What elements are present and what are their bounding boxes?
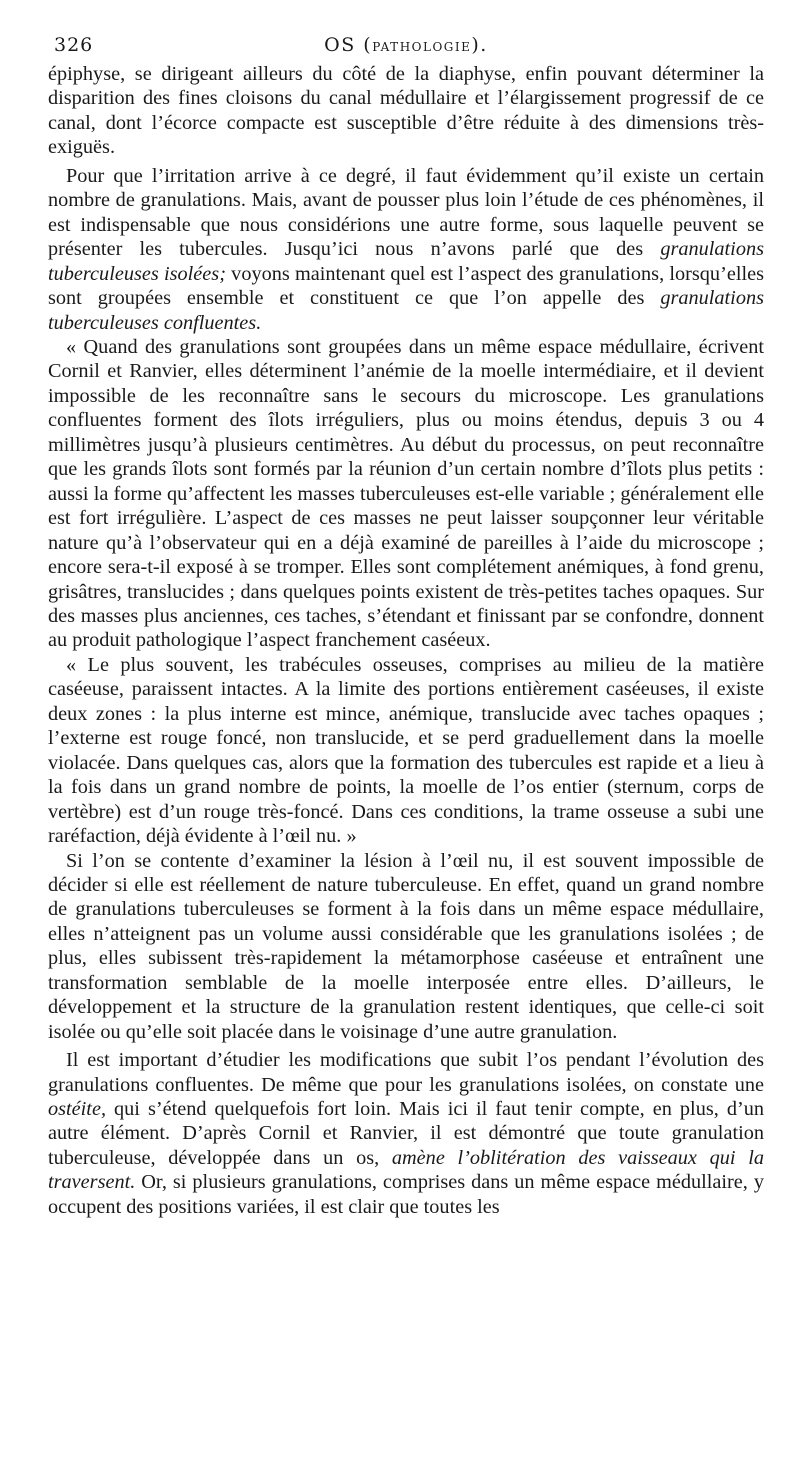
paragraph-quote-cornil-ranvier (48, 335, 764, 653)
paragraph-text: Si l’on se contente d’examiner la lésion à l’œil nu, il est souvent impossible de décider si elle est réellement de nature tuberculeuse. En effet, quand un grand nombre de granulations tuberculeuses se forment à la fois dans un même espace médullaire, elles n’atteignent pas un volume aussi considérable que les granulations isolées ; de plus, elles subissent très-rapidement la métamorphose caséeuse et entraînent une transformation semblable de la moelle interposée entre elles. D’ailleurs, le développement et la structure de la granulation restent identiques, que celle-ci soit isolée ou qu’elle soit placée dans le voisinage d’une autre granulation. (48, 849, 764, 1043)
running-title-paren-close: ). (471, 34, 488, 56)
paragraph-text: voyons maintenant quel est l’aspect des granulations, lorsqu’elles sont groupées ensemble et constituent ce que l’on appelle des (48, 262, 764, 310)
page-number: 326 (54, 34, 94, 56)
page-header (48, 28, 764, 62)
paragraph-text: « Le plus souvent, les trabécules osseuses, comprises au milieu de la matière caséeuse, paraissent intactes. A la limite des portions entièrement caséeuses, il existe deux zones : la plus interne est mince, anémique, translucide avec taches opaques ; l’externe est rouge foncé, non translucide, et se perd graduellement dans la moelle violacée. Dans quelques cas, alors que la formation des tubercules est rapide et a lieu à la fois dans un grand nombre de points, la moelle de l’os entier (sternum, corps de vertèbre) est d’un rouge très-foncé. Dans ces conditions, la trame osseuse a subi une raréfaction, déjà évidente à l’œil nu. » (48, 653, 764, 848)
running-title-main: OS (324, 34, 356, 56)
paragraph-text: Il est important d’étudier les modifications que subit l’os pendant l’évolution des granulations confluentes. De même que pour les granulations isolées, on constate une (48, 1049, 764, 1096)
paragraph-evolution (48, 1048, 764, 1219)
italic-phrase: granulations tuberculeuses confluentes. (48, 287, 764, 334)
italic-phrase: granulations tuberculeuses isolées; (48, 238, 764, 285)
paragraph-text: Or, si plusieurs granulations, comprises dans un même espace médullaire, y occupent des positions variées, il est clair que toutes les (48, 1171, 764, 1218)
paragraph-oeil-nu (48, 849, 764, 1045)
paragraph-text: épiphyse, se dirigeant ailleurs du côté de la diaphyse, enfin pouvant déterminer la disparition des fines cloisons du canal médullaire et l’élargissement progressif de ce canal, dont l’écorce compacte est susceptible d’être réduite à des dimensions très-exiguës. (48, 63, 764, 159)
paragraph-text: « Quand des granulations sont groupées dans un même espace médullaire, écrivent Cornil et Ranvier, elles déterminent l’anémie de la moelle intermédiaire, et il devient impossible de les reconnaître sans le secours du microscope. Les granulations confluentes forment des îlots irréguliers, plus ou moins étendus, depuis 3 ou 4 millimètres jusqu’à plusieurs centimètres. Au début du processus, on peut reconnaître que les grands îlots sont formés par la réunion d’un certain nombre d’îlots plus petits : aussi la forme qu’affectent les masses tuberculeuses est-elle variable ; généralement elle est fort irrégulière. L’aspect de ces masses ne peut laisser soupçonner leur véritable nature qu’à l’observateur qui en a déjà examiné de pareilles à l’aide du microscope ; encore sera-t-il exposé à se tromper. Elles sont complétement anémiques, à fond grenu, grisâtres, translucides ; dans quelques points existent de très-petites taches opaques. Sur des masses plus anciennes, ces taches, s’étendant et finissant par se confondre, donnent au produit pathologique l’aspect franchement caséeux. (48, 335, 764, 652)
paragraph-continuation (48, 62, 764, 160)
running-title-paren-open: ( (363, 34, 373, 56)
running-title (48, 28, 764, 64)
paragraph-quote-trabecules (48, 653, 764, 849)
italic-phrase: ostéite, (48, 1098, 107, 1121)
paragraph-text: Pour que l’irritation arrive à ce degré, il faut évidemment qu’il existe un certain nombre de granulations. Mais, avant de pousser plus loin l’étude de ces phénomènes, il est indispensable que nous considérions une autre forme, sous laquelle peuvent se présenter les tubercules. Jusqu’ici nous n’avons parlé que des (48, 164, 764, 261)
running-title-small-caps: PATHOLOGIE (372, 40, 472, 54)
body-text (48, 62, 764, 1219)
paragraph-irritation (48, 164, 764, 335)
italic-phrase: amène l’oblitération des vaisseaux qui la traversent. (48, 1146, 764, 1194)
paragraph-text: qui s’étend quelquefois fort loin. Mais ici il faut tenir compte, en plus, d’un autre élément. D’après Cornil et Ranvier, il est démontré que toute granulation tuberculeuse, développée dans un os, (48, 1098, 764, 1169)
